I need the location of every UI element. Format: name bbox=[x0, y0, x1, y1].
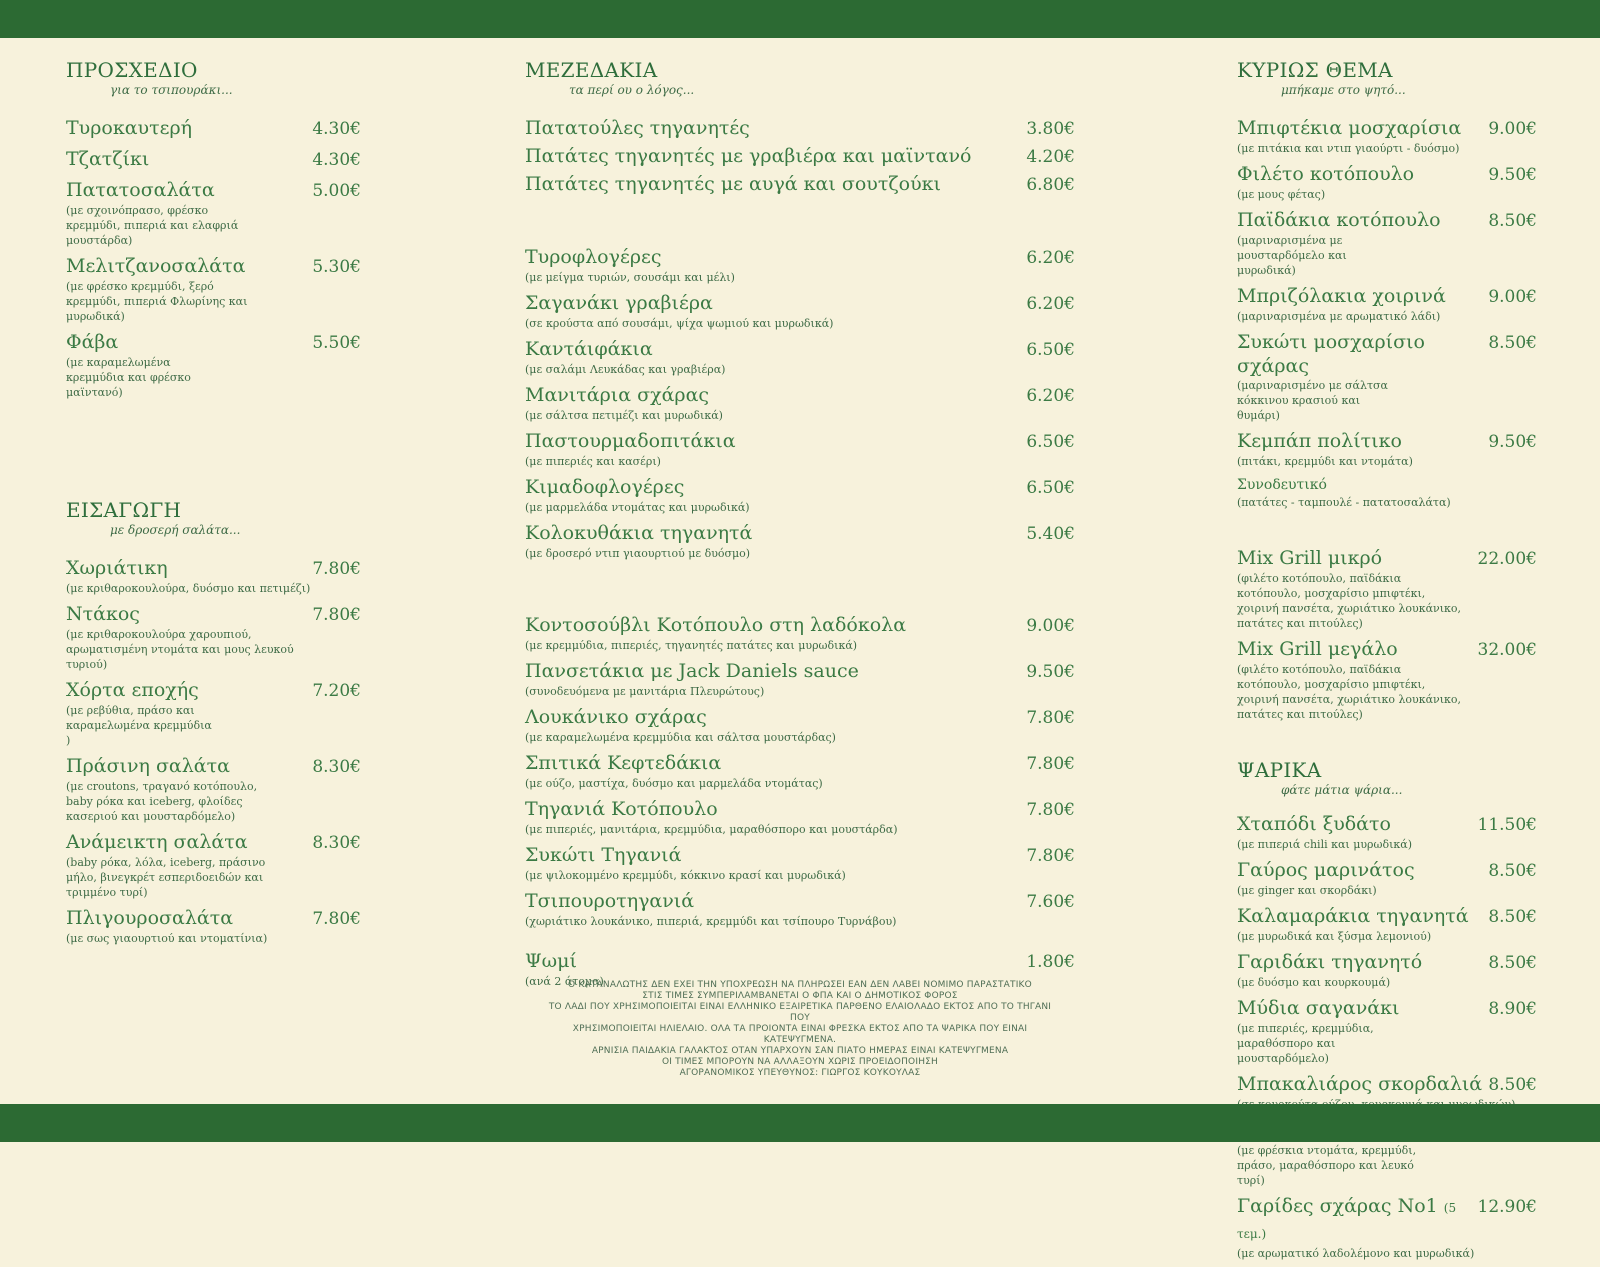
item-name: Παστουρμαδοπιτάκια bbox=[525, 430, 736, 452]
item-name: Μελιτζανοσαλάτα bbox=[66, 255, 246, 277]
item-price: 9.50€ bbox=[1488, 432, 1537, 452]
item-name: Τηγανιά Κοτόπουλο bbox=[525, 798, 718, 820]
item-description: (φιλέτο κοτόπουλο, παϊδάκια κοτόπουλο, μοσχαρίσιο μπιφτέκι, χοιρινή πανσέτα, χωριάτικο λουκάνικο, πατάτες και πιτούλες) bbox=[1237, 572, 1462, 630]
section-subtitle: με δροσερή σαλάτα... bbox=[110, 523, 241, 537]
item-price: 9.00€ bbox=[1488, 287, 1537, 307]
item-name: Κολοκυθάκια τηγανητά bbox=[525, 522, 753, 544]
item-price: 9.00€ bbox=[1026, 616, 1075, 636]
item-price: 8.30€ bbox=[312, 757, 361, 777]
item-description: (με καραμελωμένα κρεμμύδια και φρέσκο μαϊντανό) bbox=[66, 356, 191, 399]
item-name: Μύδια σαγανάκι bbox=[1237, 997, 1400, 1019]
menu-item bbox=[66, 754, 361, 824]
item-price: 4.30€ bbox=[312, 150, 361, 170]
legal-line: ΟΙ ΤΙΜΕΣ ΜΠΟΡΟΥΝ ΝΑ ΑΛΛΑΞΟΥΝ ΧΩΡΙΣ ΠΡΟΕΙΔΟΠΟΙΗΣΗ bbox=[661, 1057, 939, 1067]
item-description: (με δυόσμο και κουρκουμά) bbox=[1237, 976, 1391, 989]
group-hot-meze bbox=[525, 245, 1075, 561]
item-description: (με πιτάκια και ντιπ γιαούρτι - δυόσμο) bbox=[1237, 142, 1460, 155]
item-price: 7.80€ bbox=[312, 559, 361, 579]
menu-item bbox=[525, 659, 1075, 699]
legal-line: ΑΡΝΙΣΙΑ ΠΑΙΔΑΚΙΑ ΓΑΛΑΚΤΟΣ ΟΤΑΝ ΥΠΑΡΧΟΥΝ ΣΑΝ ΠΙΑΤΟ ΗΜΕΡΑΣ ΕΙΝΑΙ ΚΑΤΕΨΥΓΜΕΝΑ bbox=[591, 1046, 1009, 1056]
menu-item bbox=[66, 147, 361, 172]
menu-item bbox=[1237, 950, 1537, 990]
menu-item bbox=[66, 330, 361, 400]
item-name: Τυροκαυτερή bbox=[66, 117, 192, 139]
item-description: (με μους φέτας) bbox=[1237, 188, 1326, 201]
item-price: 6.50€ bbox=[1026, 432, 1075, 452]
item-description: (με φρέσκο κρεμμύδι, ξερό κρεμμύδι, πιπεριά Φλωρίνης και μυρωδικά) bbox=[66, 280, 248, 323]
menu-item bbox=[1237, 429, 1537, 469]
menu-item bbox=[1237, 208, 1537, 278]
menu-item bbox=[66, 602, 361, 672]
item-name: Ψωμί bbox=[525, 950, 577, 972]
legal-notice bbox=[545, 980, 1055, 1079]
item-description: (με κριθαροκουλούρα, δυόσμο και πετιμέζι) bbox=[66, 582, 311, 595]
item-price: 9.50€ bbox=[1488, 165, 1537, 185]
item-quantity-note: (5 τεμ.) bbox=[1237, 1201, 1457, 1241]
item-name: Σπιτικά Κεφτεδάκια bbox=[525, 752, 722, 774]
item-description: (με σχοινόπρασο, φρέσκο κρεμμύδι, πιπεριά και ελαφριά μουστάρδα) bbox=[66, 204, 239, 247]
menu-column-2 bbox=[525, 58, 1075, 995]
item-description: (μαριναρισμένα με μουσταρδόμελο και μυρωδικά) bbox=[1237, 234, 1347, 277]
section-psarika bbox=[1237, 758, 1537, 1261]
item-description: (με πιπεριές και κασέρι) bbox=[525, 455, 661, 468]
item-description: (με μυρωδικά και ξύσμα λεμονιού) bbox=[1237, 930, 1432, 943]
item-description: (με ginger και σκορδάκι) bbox=[1237, 884, 1377, 897]
menu-item bbox=[66, 556, 361, 596]
item-price: 8.50€ bbox=[1488, 861, 1537, 881]
item-price: 8.50€ bbox=[1488, 1075, 1537, 1095]
item-name: Γαύρος μαρινάτος bbox=[1237, 859, 1415, 881]
item-name: Κιμαδοφλογέρες bbox=[525, 476, 685, 498]
menu-item bbox=[1237, 858, 1537, 898]
item-price: 8.50€ bbox=[1488, 211, 1537, 231]
menu-item bbox=[66, 906, 361, 946]
item-description: (με ούζο, μαστίχα, δυόσμο και μαρμελάδα ντομάτας) bbox=[525, 777, 823, 790]
menu-item bbox=[525, 245, 1075, 285]
section-title: ΕΙΣΑΓΩΓΗ bbox=[66, 498, 182, 522]
side-dish-note bbox=[1237, 475, 1537, 510]
item-name: Πράσινη σαλάτα bbox=[66, 755, 230, 777]
item-price: 7.80€ bbox=[1026, 754, 1075, 774]
item-description: (με πιπεριές, μανιτάρια, κρεμμύδια, μαραθόσπορο και μουστάρδα) bbox=[525, 823, 898, 836]
item-price: 3.80€ bbox=[1026, 119, 1075, 139]
menu-item bbox=[66, 116, 361, 141]
item-name: Mix Grill μικρό bbox=[1237, 547, 1383, 569]
item-description: (μαριναρισμένο με σάλτσα κόκκινου κρασιού και θυμάρι) bbox=[1237, 379, 1388, 422]
menu-item bbox=[1237, 637, 1537, 722]
menu-item bbox=[1237, 284, 1537, 324]
item-name bbox=[1237, 1194, 1478, 1246]
item-price: 5.00€ bbox=[312, 181, 361, 201]
item-name: Μπιφτέκια μοσχαρίσια bbox=[1237, 117, 1462, 139]
legal-line: Ο ΚΑΤΑΝΑΛΩΤΗΣ ΔΕΝ ΕΧΕΙ ΤΗΝ ΥΠΟΧΡΕΩΣΗ ΝΑ ΠΛΗΡΩΣΕΙ ΕΑΝ ΔΕΝ ΛΑΒΕΙ ΝΟΜΙΜΟ ΠΑΡΑΣΤΑΤΙΚΟ bbox=[568, 980, 1032, 990]
item-price: 8.50€ bbox=[1488, 953, 1537, 973]
item-description: (σε κρούστα από σουσάμι, ψίχα ψωμιού και μυρωδικά) bbox=[525, 317, 834, 330]
menu-item bbox=[1237, 1194, 1537, 1261]
item-description: (με δροσερό ντιπ γιαουρτιού με δυόσμο) bbox=[525, 547, 751, 560]
top-band bbox=[0, 0, 1600, 38]
item-name: Πανσετάκια με Jack Daniels sauce bbox=[525, 660, 859, 682]
item-name: Μπριζόλακια χοιρινά bbox=[1237, 285, 1446, 307]
item-name: Κοντοσούβλι Κοτόπουλο στη λαδόκολα bbox=[525, 614, 907, 636]
item-price: 4.30€ bbox=[312, 119, 361, 139]
menu-item bbox=[1237, 904, 1537, 944]
item-name: Γαριδάκι τηγανητό bbox=[1237, 951, 1423, 973]
item-name: Πλιγουροσαλάτα bbox=[66, 907, 234, 929]
item-price: 8.50€ bbox=[1488, 907, 1537, 927]
section-subtitle: φάτε μάτια ψάρια... bbox=[1281, 783, 1403, 797]
menu-item bbox=[525, 144, 1075, 169]
item-name: Συκώτι μοσχαρίσιο σχάρας bbox=[1237, 331, 1425, 377]
menu-item bbox=[525, 291, 1075, 331]
item-price: 6.20€ bbox=[1026, 294, 1075, 314]
legal-line: ΑΓΟΡΑΝΟΜΙΚΟΣ ΥΠΕΥΘΥΝΟΣ: ΓΙΩΡΓΟΣ ΚΟΥΚΟΥΛΑΣ bbox=[679, 1068, 921, 1078]
menu-item bbox=[1237, 996, 1537, 1066]
menu-column-1 bbox=[66, 58, 361, 952]
menu-item bbox=[1237, 330, 1537, 423]
section-subtitle: για το τσιπουράκι... bbox=[110, 83, 233, 97]
item-name: Τζατζίκι bbox=[66, 148, 150, 170]
item-name: Πατάτες τηγανητές με αυγά και σουτζούκι bbox=[525, 173, 941, 195]
section-title: ΠΡΟΣΧΕΔΙΟ bbox=[66, 58, 198, 82]
item-name: Πατάτες τηγανητές με γραβιέρα και μαϊντανό bbox=[525, 145, 972, 167]
item-name: Ντάκος bbox=[66, 603, 140, 625]
side-dish-label: Συνοδευτικό bbox=[1237, 477, 1327, 493]
item-description: (ανά 2 άτομα) bbox=[525, 975, 604, 988]
item-description: (με μείγμα τυριών, σουσάμι και μέλι) bbox=[525, 271, 735, 284]
item-name: Χωριάτικη bbox=[66, 557, 168, 579]
section-subtitle: τα περί ου ο λόγος... bbox=[569, 83, 695, 97]
menu-item bbox=[525, 337, 1075, 377]
item-price: 8.90€ bbox=[1488, 999, 1537, 1019]
item-name: Σαγανάκι γραβιέρα bbox=[525, 292, 713, 314]
legal-line: ΣΤΙΣ ΤΙΜΕΣ ΣΥΜΠΕΡΙΛΑΜΒΑΝΕΤΑΙ Ο ΦΠΑ ΚΑΙ Ο ΔΗΜΟΤΙΚΟΣ ΦΟΡΟΣ bbox=[642, 991, 958, 1001]
item-name: Συκώτι Τηγανιά bbox=[525, 844, 682, 866]
menu-item bbox=[1237, 162, 1537, 202]
item-price: 5.40€ bbox=[1026, 524, 1075, 544]
menu-item bbox=[525, 751, 1075, 791]
item-name: Χταπόδι ξυδάτο bbox=[1237, 813, 1391, 835]
item-name-text: Γαρίδες σχάρας Νο1 bbox=[1237, 1195, 1438, 1217]
item-name: Μανιτάρια σχάρας bbox=[525, 384, 710, 406]
item-name: Χόρτα εποχής bbox=[66, 679, 199, 701]
item-description: (με μαρμελάδα ντομάτας και μυρωδικά) bbox=[525, 501, 750, 514]
menu-item bbox=[66, 178, 361, 248]
item-name: Φιλέτο κοτόπουλο bbox=[1237, 163, 1415, 185]
item-name: Καντάιφάκια bbox=[525, 338, 653, 360]
item-name: Πατατούλες τηγανητές bbox=[525, 117, 750, 139]
item-price: 5.30€ bbox=[312, 257, 361, 277]
item-description: (χωριάτικο λουκάνικο, πιπεριά, κρεμμύδι και τσίπουρο Τυρνάβου) bbox=[525, 915, 897, 928]
item-name: Παϊδάκια κοτόπουλο bbox=[1237, 209, 1441, 231]
bottom-band bbox=[0, 1104, 1600, 1142]
item-price: 7.80€ bbox=[1026, 800, 1075, 820]
item-description: (με καραμελωμένα κρεμμύδια και σάλτσα μουστάρδας) bbox=[525, 731, 836, 744]
item-description: (μαριναρισμένα με αρωματικό λάδι) bbox=[1237, 310, 1441, 323]
item-name: Τυροφλογέρες bbox=[525, 246, 662, 268]
side-dish-description: (πατάτες - ταμπουλέ - πατατοσαλάτα) bbox=[1237, 496, 1451, 509]
item-description: (με κρεμμύδια, πιπεριές, τηγανητές πατάτες και μυρωδικά) bbox=[525, 639, 858, 652]
menu-item bbox=[525, 705, 1075, 745]
item-price: 12.90€ bbox=[1477, 1197, 1537, 1217]
item-price: 7.80€ bbox=[1026, 846, 1075, 866]
item-name: Καλαμαράκια τηγανητά bbox=[1237, 905, 1469, 927]
section-kyrios-thema bbox=[1237, 58, 1537, 510]
item-name: Ανάμεικτη σαλάτα bbox=[66, 831, 248, 853]
menu-item bbox=[525, 429, 1075, 469]
item-price: 8.50€ bbox=[1488, 333, 1537, 353]
item-description: (baby ρόκα, λόλα, iceberg, πράσινο μήλο, βινεγκρέτ εσπεριδοειδών και τριμμένο τυρί) bbox=[66, 856, 266, 899]
menu-item bbox=[525, 172, 1075, 197]
item-price: 6.80€ bbox=[1026, 175, 1075, 195]
menu-column-3 bbox=[1237, 58, 1537, 1267]
menu-item bbox=[525, 383, 1075, 423]
section-eisagogi bbox=[66, 498, 361, 946]
item-name: Κεμπάπ πολίτικο bbox=[1237, 430, 1402, 452]
item-description: (πιτάκι, κρεμμύδι και ντομάτα) bbox=[1237, 455, 1413, 468]
menu-item bbox=[1237, 812, 1537, 852]
item-description: (με κριθαροκουλούρα χαρουπιού, αρωματισμένη ντομάτα και μους λευκού τυριού) bbox=[66, 628, 294, 671]
item-price: 7.80€ bbox=[312, 909, 361, 929]
group-mix-grill bbox=[1237, 546, 1537, 722]
item-price: 1.80€ bbox=[1026, 952, 1075, 972]
menu-item bbox=[525, 613, 1075, 653]
menu-item bbox=[66, 678, 361, 748]
item-description: (με σως γιαουρτιού και ντοματίνια) bbox=[66, 932, 268, 945]
item-description: (με πιπεριά chili και μυρωδικά) bbox=[1237, 838, 1413, 851]
section-prosxedio bbox=[66, 58, 361, 400]
item-price: 6.50€ bbox=[1026, 340, 1075, 360]
menu-item bbox=[66, 254, 361, 324]
item-price: 9.50€ bbox=[1026, 662, 1075, 682]
legal-line: ΧΡΗΣΙΜΟΠΟΙΕΙΤΑΙ ΗΛΙΕΛΑΙΟ. ΟΛΑ ΤΑ ΠΡΟΙΟΝΤΑ ΕΙΝΑΙ ΦΡΕΣΚΑ ΕΚΤΟΣ ΑΠΟ ΤΑ ΨΑΡΙΚΑ ΠΟΥ ΕΙΝΑΙ ΚΑΤΕΨΥΓΜΕΝΑ. bbox=[572, 1024, 1028, 1045]
item-price: 7.80€ bbox=[312, 605, 361, 625]
item-description: (με croutons, τραγανό κοτόπουλο, baby ρόκα και iceberg, φλοίδες κασεριού και μουσταρδόμελο) bbox=[66, 780, 258, 823]
item-price: 4.20€ bbox=[1026, 147, 1075, 167]
item-price: 11.50€ bbox=[1477, 815, 1537, 835]
item-description: (με φρέσκια ντομάτα, κρεμμύδι, πράσο, μαραθόσπορο και λευκό τυρί) bbox=[1237, 1144, 1417, 1187]
item-price: 5.50€ bbox=[312, 333, 361, 353]
item-price: 22.00€ bbox=[1477, 549, 1537, 569]
item-name: Mix Grill μεγάλο bbox=[1237, 638, 1398, 660]
menu-item bbox=[525, 521, 1075, 561]
item-description: (με πιπεριές, κρεμμύδια, μαραθόσπορο και μουσταρδόμελο) bbox=[1237, 1022, 1374, 1065]
section-subtitle: μπήκαμε στο ψητό... bbox=[1281, 83, 1406, 97]
item-price: 32.00€ bbox=[1477, 640, 1537, 660]
item-price: 6.20€ bbox=[1026, 248, 1075, 268]
item-description: (φιλέτο κοτόπουλο, παϊδάκια κοτόπουλο, μοσχαρίσιο μπιφτέκι, χοιρινή πανσέτα, χωριάτικο λουκάνικο, πατάτες και πιτούλες) bbox=[1237, 663, 1462, 721]
legal-line: ΤΟ ΛΑΔΙ ΠΟΥ ΧΡΗΣΙΜΟΠΟΙΕΙΤΑΙ ΕΙΝΑΙ ΕΛΛΗΝΙΚΟ ΕΞΑΙΡΕΤΙΚΑ ΠΑΡΘΕΝΟ ΕΛΑΙΟΛΑΔΟ ΕΚΤΟΣ ΑΠΟ ΤΟ ΤΗΓΑΝΙ ΠΟΥ bbox=[548, 1002, 1052, 1023]
menu-item bbox=[525, 889, 1075, 929]
menu-item bbox=[1237, 116, 1537, 156]
item-description: (συνοδευόμενα με μανιτάρια Πλευρώτους) bbox=[525, 685, 765, 698]
item-price: 7.20€ bbox=[312, 681, 361, 701]
item-price: 9.00€ bbox=[1488, 119, 1537, 139]
menu-item bbox=[525, 797, 1075, 837]
item-price: 8.30€ bbox=[312, 833, 361, 853]
group-pan-meze bbox=[525, 613, 1075, 929]
menu-item bbox=[525, 116, 1075, 141]
item-description: (με ψιλοκομμένο κρεμμύδι, κόκκινο κρασί και μυρωδικά) bbox=[525, 869, 846, 882]
item-price: 6.50€ bbox=[1026, 478, 1075, 498]
menu-item bbox=[525, 475, 1075, 515]
item-description: (με σαλάμι Λευκάδας και γραβιέρα) bbox=[525, 363, 726, 376]
menu-item bbox=[1237, 546, 1537, 631]
item-name: Πατατοσαλάτα bbox=[66, 179, 215, 201]
section-title: ΚΥΡΙΩΣ ΘΕΜΑ bbox=[1237, 58, 1393, 82]
item-price: 6.20€ bbox=[1026, 386, 1075, 406]
menu-item bbox=[525, 843, 1075, 883]
item-price: 7.80€ bbox=[1026, 708, 1075, 728]
item-description: (με αρωματικό λαδολέμονο και μυρωδικά) bbox=[1237, 1247, 1475, 1260]
item-price: 7.60€ bbox=[1026, 892, 1075, 912]
item-name: Φάβα bbox=[66, 331, 119, 353]
item-name: Λουκάνικο σχάρας bbox=[525, 706, 707, 728]
section-title: ΨΑΡΙΚΑ bbox=[1237, 758, 1322, 782]
item-description: (με ρεβύθια, πράσο και καραμελωμένα κρεμμύδια ) bbox=[66, 704, 212, 747]
item-name: Μπακαλιάρος σκορδαλιά bbox=[1237, 1073, 1483, 1095]
menu-item bbox=[66, 830, 361, 900]
section-title: ΜΕΖΕΔΑΚΙΑ bbox=[525, 58, 658, 82]
item-description: (με σάλτσα πετιμέζι και μυρωδικά) bbox=[525, 409, 723, 422]
item-name: Τσιπουροτηγανιά bbox=[525, 890, 695, 912]
